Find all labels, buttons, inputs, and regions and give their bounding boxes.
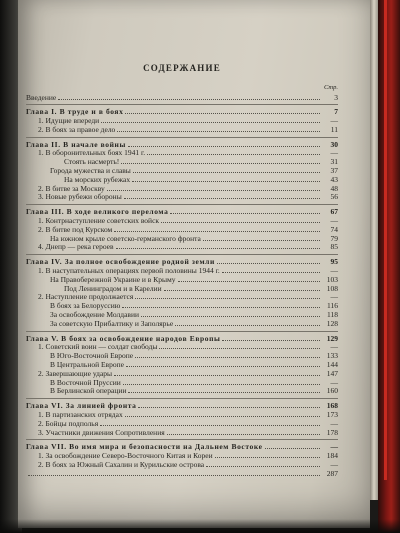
- dot-leader: [128, 387, 320, 393]
- toc-entry-title: В Восточной Пруссии: [50, 377, 121, 387]
- toc-entry-title: В Берлинской операции: [50, 386, 127, 396]
- toc-entry: [26, 461, 338, 470]
- chapter-divider: [26, 204, 338, 205]
- dot-leader: [101, 117, 320, 123]
- dot-leader: [128, 141, 320, 147]
- dot-leader: [133, 167, 320, 173]
- toc-entry-title: Глава IV. За полное освобождение родной земли: [26, 257, 215, 267]
- toc-page-number: 129: [326, 333, 338, 343]
- toc-page-number: 79: [330, 233, 338, 243]
- toc-page-number: 95: [330, 257, 338, 267]
- dot-leader: [121, 158, 320, 164]
- dot-leader: [123, 379, 320, 385]
- toc-page-number: —: [330, 292, 338, 302]
- toc-entry-title: 2. В боях за Южный Сахалин и Курильские острова: [38, 459, 205, 469]
- toc-entry: [26, 94, 338, 103]
- dot-leader: [107, 185, 320, 191]
- toc-entry-title: 2. В битве под Курском: [38, 224, 113, 234]
- dot-leader: [147, 149, 320, 155]
- toc-entry-title: Глава V. В боях за освобождение народов Европы: [26, 333, 221, 343]
- chapter-divider: [26, 254, 338, 255]
- table-of-contents: [26, 64, 338, 479]
- toc-page-number: 30: [330, 139, 338, 149]
- dot-leader: [125, 108, 320, 114]
- dot-leader: [135, 293, 320, 299]
- toc-page-number: 133: [326, 351, 338, 361]
- toc-entry-title: 2. В боях за правое дело: [38, 124, 116, 134]
- toc-entry-title: 1. Идущие впереди: [38, 116, 100, 126]
- toc-page-number: 7: [334, 107, 338, 117]
- toc-entry: [26, 320, 338, 329]
- toc-entry-title: На Правобережной Украине и в Крыму: [50, 274, 176, 284]
- toc-page-number: 48: [330, 183, 338, 193]
- chapter-divider: [26, 137, 338, 138]
- toc-page-number: —: [330, 377, 338, 387]
- toc-page-number: 128: [326, 318, 338, 328]
- toc-entry-title: 4. Днепр — река героев: [38, 242, 114, 252]
- dot-leader: [203, 235, 320, 241]
- toc-entry-title: На морских рубежах: [64, 174, 131, 184]
- dot-leader: [124, 193, 320, 199]
- dot-leader: [167, 429, 320, 435]
- toc-entry-title: 3. Участники движения Сопротивления: [38, 427, 165, 437]
- dot-leader: [217, 258, 320, 264]
- toc-page-number: —: [330, 116, 338, 126]
- toc-page-number: 103: [326, 274, 338, 284]
- dot-leader: [132, 176, 320, 182]
- toc-entry-title: Глава II. В начале войны: [26, 139, 126, 149]
- toc-entry-title: Глава III. В ходе великого перелома: [26, 207, 169, 217]
- toc-entry-title: В Юго-Восточной Европе: [50, 351, 134, 361]
- toc-page-number: —: [330, 442, 338, 452]
- toc-entry-title: 2. Наступление продолжается: [38, 292, 134, 302]
- dot-leader: [159, 343, 320, 349]
- toc-page-number: —: [330, 418, 338, 428]
- dot-leader: [178, 276, 320, 282]
- chapter-divider: [26, 331, 338, 332]
- chapter-divider: [26, 104, 338, 105]
- toc-entry-title: 1. Советский воин — солдат свободы: [38, 342, 158, 352]
- toc-entry: [26, 243, 338, 252]
- toc-page-number: 43: [330, 174, 338, 184]
- toc-entry-title: 2. Завершающие удары: [38, 368, 113, 378]
- toc-entry: [26, 387, 338, 396]
- dot-leader: [138, 402, 320, 408]
- dot-leader: [141, 311, 320, 317]
- toc-page-number: 67: [330, 207, 338, 217]
- toc-page-number: 74: [330, 224, 338, 234]
- dot-leader: [206, 461, 320, 467]
- toc-page-number: 160: [326, 386, 338, 396]
- toc-entry-title: Города мужества и славы: [50, 166, 131, 176]
- dot-leader: [161, 217, 320, 223]
- dot-leader: [170, 208, 320, 214]
- toc-entry-title: Стоять насмерть!: [64, 157, 120, 167]
- dot-leader: [125, 411, 320, 417]
- toc-page-number: —: [330, 216, 338, 226]
- dot-leader: [215, 452, 320, 458]
- toc-entry: [26, 126, 338, 135]
- toc-page-number: —: [330, 266, 338, 276]
- toc-page-number: 3: [334, 92, 338, 102]
- toc-entry: [26, 193, 338, 202]
- toc-page-number: 287: [326, 468, 338, 478]
- toc-entry-title: На южном крыле советско-германского фронта: [50, 233, 201, 243]
- toc-entry-title: 1. В наступательных операциях первой половины 1944 г.: [38, 266, 220, 276]
- toc-entry-title: В Центральной Европе: [50, 360, 124, 370]
- toc-page-number: 85: [330, 242, 338, 252]
- dot-leader: [28, 470, 320, 476]
- dot-leader: [222, 267, 320, 273]
- chapter-divider: [26, 398, 338, 399]
- dot-leader: [58, 94, 320, 100]
- toc-page-number: 37: [330, 166, 338, 176]
- toc-page-number: 31: [330, 157, 338, 167]
- dot-leader: [122, 302, 320, 308]
- toc-page-number: 118: [327, 310, 338, 320]
- toc-page-number: 116: [327, 301, 338, 311]
- bottom-shadow: [0, 519, 400, 533]
- dot-leader: [114, 226, 320, 232]
- toc-page-number: —: [330, 148, 338, 158]
- toc-page-number: 144: [326, 360, 338, 370]
- toc-page-number: —: [330, 342, 338, 352]
- page-edge: [370, 0, 378, 500]
- dot-leader: [116, 243, 320, 249]
- toc-title: СОДЕРЖАНИЕ: [143, 63, 221, 73]
- toc-entry-title: 2. Бойцы подполья: [38, 418, 99, 428]
- toc-entry-title: Глава VI. За линией фронта: [26, 401, 137, 411]
- book-cover-edge: [378, 0, 400, 533]
- dot-leader: [100, 420, 320, 426]
- toc-entry-title: В боях за Белоруссию: [50, 301, 121, 311]
- dot-leader: [175, 320, 320, 326]
- page-column-header: Стр.: [324, 84, 338, 91]
- toc-entry-title: 3. Новые рубежи обороны: [38, 192, 122, 202]
- toc-entry-title: 1. В партизанских отрядах: [38, 410, 123, 419]
- dot-leader: [114, 370, 320, 376]
- toc-page-number: 178: [326, 427, 338, 437]
- toc-entry-title: 1. За освобождение Северо-Восточного Китая и Кореи: [38, 451, 213, 461]
- toc-page-number: 168: [326, 401, 338, 411]
- dot-leader: [117, 126, 320, 132]
- toc-entry-title: 1. В оборонительных боях 1941 г.: [38, 148, 146, 158]
- toc-entry-title: Введение: [26, 92, 57, 102]
- toc-page-number: 173: [326, 410, 338, 419]
- toc-entry-title: Под Ленинградом и в Карелии: [64, 283, 162, 293]
- cover-stripe: [384, 0, 387, 480]
- toc-page-number: 147: [326, 368, 338, 378]
- toc-entry: [26, 470, 338, 479]
- dot-leader: [265, 443, 320, 449]
- toc-entry-title: 2. В битве за Москву: [38, 183, 105, 193]
- toc-entry-title: Глава VII. Во имя мира и безопасности на Дальнем Востоке: [26, 442, 263, 452]
- toc-page-number: —: [330, 459, 338, 469]
- toc-entry-title: 1. Контрнаступление советских войск: [38, 216, 160, 226]
- toc-list: [26, 94, 338, 479]
- toc-entry-title: За советскую Прибалтику и Заполярье: [50, 318, 174, 328]
- toc-page-number: 11: [330, 124, 338, 134]
- dot-leader: [164, 285, 320, 291]
- chapter-divider: [26, 439, 338, 440]
- toc-entry-title: Глава I. В труде и в боях: [26, 107, 124, 117]
- toc-page-number: 184: [326, 451, 338, 461]
- toc-page-number: 56: [330, 192, 338, 202]
- toc-entry-title: За освобождение Молдавии: [50, 310, 139, 320]
- dot-leader: [135, 352, 320, 358]
- toc-page-number: 108: [326, 283, 338, 293]
- dot-leader: [222, 335, 320, 341]
- dot-leader: [126, 361, 320, 367]
- toc-entry: [26, 429, 338, 438]
